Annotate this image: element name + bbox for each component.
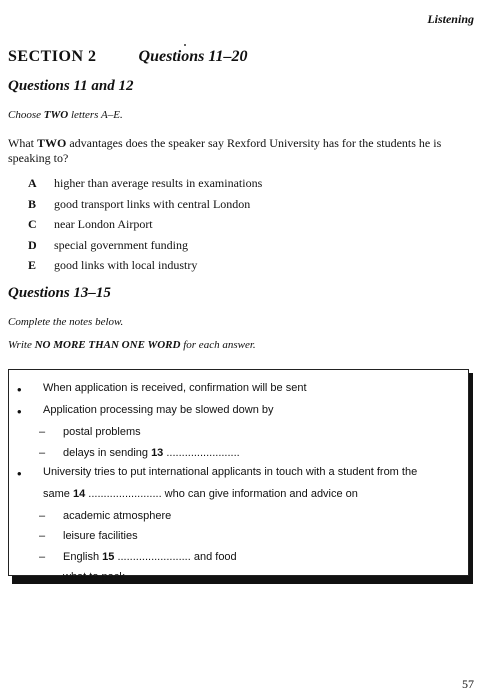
part2-instruction1: Complete the notes below. (8, 316, 124, 328)
question-number: 13 (151, 447, 164, 459)
note-line: University tries to put international applicants in touch with a student from the (43, 466, 418, 478)
part2-instruction2-bold: NO MORE THAN ONE WORD (34, 339, 181, 351)
option-letter: C (28, 217, 37, 231)
question-pre: What (8, 136, 37, 150)
note-text: same (43, 488, 73, 500)
question-number: 14 (72, 488, 86, 500)
note-line: leisure facilities (63, 530, 138, 542)
answer-gap: ........................ (85, 488, 162, 500)
option-text: good transport links with central London (54, 196, 251, 211)
note-line: Application processing may be slowed down by (43, 404, 274, 416)
dash-icon: – (39, 510, 46, 522)
bullet-icon: • (17, 404, 22, 419)
dash-icon: – (39, 572, 46, 584)
note-line: what to pack (63, 571, 125, 583)
note-text: English (63, 551, 103, 563)
page-number: 57 (462, 677, 474, 691)
answer-gap: ........................ (163, 447, 240, 459)
section-questions-range: Questions 11–20 (138, 48, 248, 65)
part2-instruction2-post: for each answer. (180, 339, 256, 351)
option-text: good links with local industry (54, 258, 198, 272)
note-text: delays in sending (63, 447, 152, 459)
note-text: who can give information and advice on (161, 488, 358, 500)
option-text: higher than average results in examinations (54, 176, 263, 190)
question-number: 15 (102, 551, 115, 563)
option-letter: D (28, 237, 37, 252)
note-line: academic atmosphere (63, 510, 172, 522)
dash-icon: – (39, 447, 46, 459)
question-bold: TWO (37, 136, 67, 150)
option-letter: E (28, 258, 37, 272)
answer-gap: ........................ (114, 551, 191, 563)
part2-instruction2-pre: Write (8, 339, 35, 351)
question-post: advantages does the speaker say Rexford University has for the students he is speaking to? (8, 136, 442, 165)
option-letter: B (28, 196, 37, 211)
note-line: postal problems (63, 426, 141, 438)
note-line: When application is received, confirmation will be sent (43, 382, 307, 394)
note-text: and food (190, 551, 237, 563)
dash-icon: – (39, 530, 46, 542)
part1-instruction-post: letters A–E. (68, 109, 123, 121)
notes-box (8, 369, 469, 584)
note-line-gap-15 (63, 551, 237, 563)
bullet-icon: • (17, 382, 22, 397)
part1-question (8, 136, 478, 166)
section-header-label: Listening (427, 12, 474, 26)
part2-instruction2 (8, 339, 256, 351)
dash-icon: – (39, 551, 46, 563)
note-line-gap-13 (63, 447, 240, 459)
print-speck (184, 44, 186, 46)
part1-instruction-bold: TWO (43, 109, 69, 121)
part1-instruction-pre: Choose (8, 109, 44, 121)
bullet-icon: • (17, 466, 22, 481)
section-title-line (8, 48, 247, 66)
option-text: near London Airport (54, 217, 153, 231)
option-text: special government funding (54, 237, 188, 252)
part1-instruction (8, 109, 123, 121)
option-letter: A (28, 176, 37, 190)
note-line-gap-14 (43, 488, 358, 500)
part1-heading: Questions 11 and 12 (8, 78, 134, 94)
dash-icon: – (39, 426, 46, 438)
section-title: SECTION 2 (8, 48, 97, 65)
part2-heading: Questions 13–15 (8, 285, 111, 301)
